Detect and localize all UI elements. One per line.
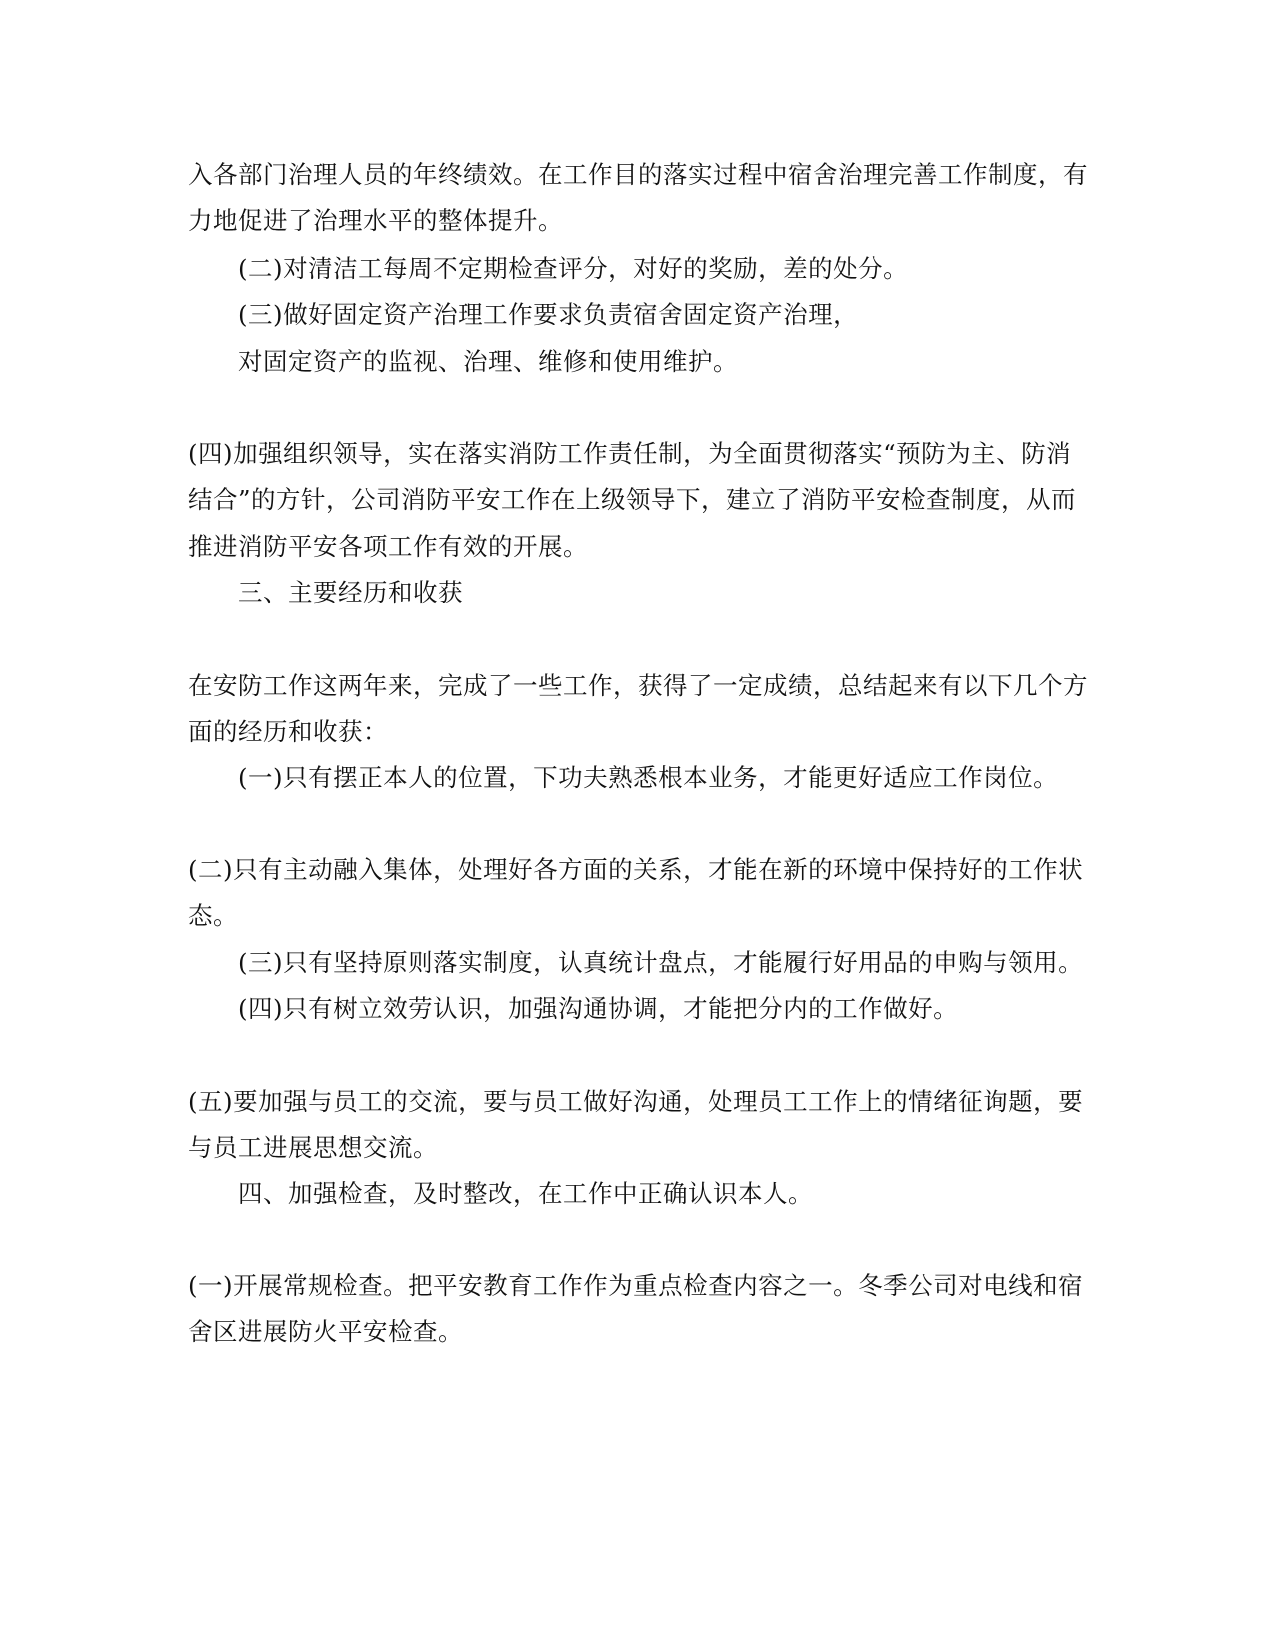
paragraph-line: 力地促进了治理水平的整体提升。 [188, 206, 563, 235]
paragraph-line: 推进消防平安各项工作有效的开展。 [188, 532, 588, 561]
paragraph-line: (二)只有主动融入集体，处理好各方面的关系，才能在新的环境中保持好的工作状 [188, 855, 1084, 884]
paragraph-line: 在安防工作这两年来，完成了一些工作，获得了一定成绩，总结起来有以下几个方 [188, 671, 1088, 700]
paragraph-line: 与员工进展思想交流。 [188, 1133, 438, 1162]
paragraph-line: (一)只有摆正本人的位置，下功夫熟悉根本业务，才能更好适应工作岗位。 [238, 763, 1059, 792]
paragraph-line: 面的经历和收获： [188, 717, 388, 746]
paragraph-line: (一)开展常规检查。把平安教育工作作为重点检查内容之一。冬季公司对电线和宿 [188, 1271, 1084, 1300]
paragraph-line: (四)加强组织领导，实在落实消防工作责任制，为全面贯彻落实“预防为主、防消 [188, 439, 1072, 468]
paragraph-line: 入各部门治理人员的年终绩效。在工作目的落实过程中宿舍治理完善工作制度，有 [188, 160, 1088, 189]
paragraph-line: 结合”的方针，公司消防平安工作在上级领导下，建立了消防平安检查制度，从而 [188, 485, 1077, 514]
paragraph-line: (三)做好固定资产治理工作要求负责宿舍固定资产治理， [238, 300, 859, 329]
paragraph-line: (五)要加强与员工的交流，要与员工做好沟通，处理员工工作上的情绪征询题，要 [188, 1087, 1084, 1116]
paragraph-line: (四)只有树立效劳认识，加强沟通协调，才能把分内的工作做好。 [238, 994, 959, 1023]
paragraph-line: (二)对清洁工每周不定期检查评分，对好的奖励，差的处分。 [238, 254, 909, 283]
section-heading: 四、加强检查，及时整改，在工作中正确认识本人。 [238, 1179, 813, 1208]
paragraph-line: (三)只有坚持原则落实制度，认真统计盘点，才能履行好用品的申购与领用。 [238, 948, 1084, 977]
paragraph-line: 对固定资产的监视、治理、维修和使用维护。 [238, 347, 738, 376]
paragraph-line: 舍区进展防火平安检查。 [188, 1317, 463, 1346]
paragraph-line: 态。 [188, 901, 238, 930]
section-heading: 三、主要经历和收获 [238, 578, 463, 607]
